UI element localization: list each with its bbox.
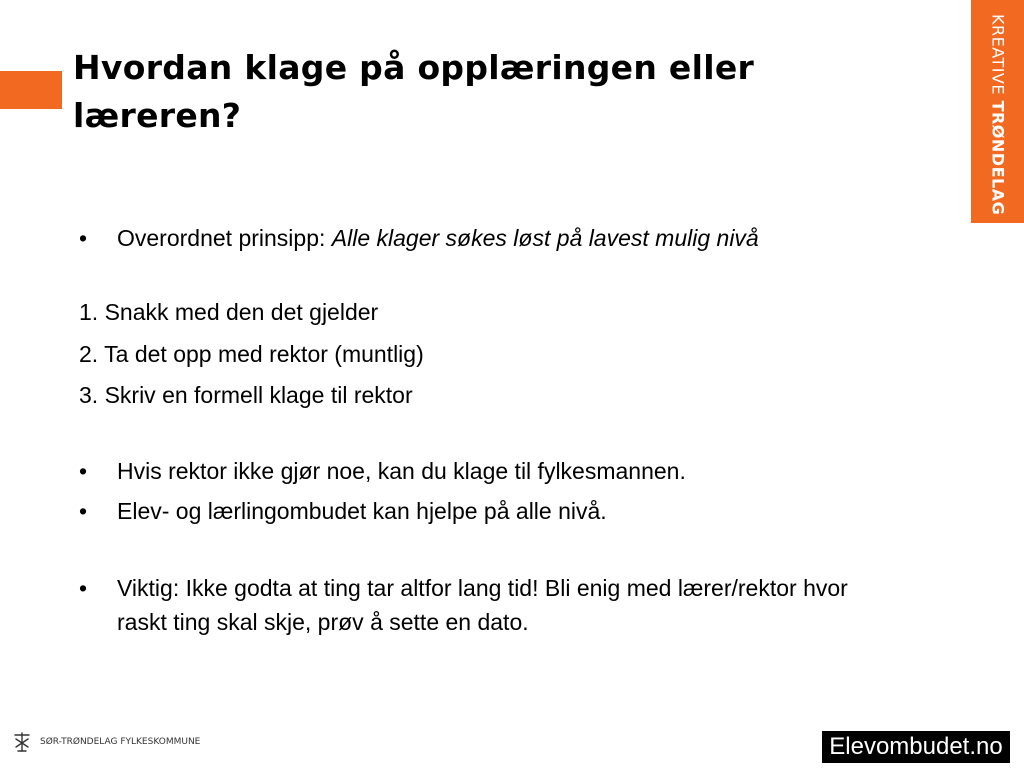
bullet-item	[79, 497, 877, 525]
step-item: 2. Ta det opp med rektor (muntlig)	[79, 341, 424, 367]
bullet-mark: •	[79, 458, 88, 484]
bullet-item	[79, 457, 877, 485]
county-emblem-icon	[12, 731, 32, 753]
brand-light-text: KREATIVE	[988, 14, 1008, 95]
bullet-text: Hvis rektor ikke gjør noe, kan du klage til fylkesmannen.	[117, 458, 686, 484]
principle-text	[117, 224, 877, 252]
footer-org-logo	[12, 731, 200, 753]
bullet-item	[79, 571, 857, 639]
brand-logo	[989, 14, 1008, 215]
step-item: 1. Snakk med den det gjelder	[79, 299, 379, 325]
org-name: SØR-TRØNDELAG FYLKESKOMMUNE	[40, 737, 201, 747]
bullet-text: Elev- og lærlingombudet kan hjelpe på alle nivå.	[117, 498, 607, 524]
brand-bold-text: TRØNDELAG	[988, 100, 1008, 216]
site-badge: Elevombudet.no	[822, 731, 1010, 763]
principle-emphasis: Alle klager søkes løst på lavest mulig nivå	[331, 225, 759, 251]
bullet-text: Viktig: Ikke godta at ting tar altfor lang tid! Bli enig med lærer/rektor hvor raskt ting skal skje, prøv å sette en dato.	[117, 575, 848, 635]
bullet-mark: •	[79, 225, 88, 251]
slide-title: Hvordan klage på opplæringen eller læreren?	[73, 48, 755, 135]
step-item: 3. Skriv en formell klage til rektor	[79, 382, 413, 408]
brand-tab	[971, 0, 1024, 223]
accent-bar	[0, 71, 62, 109]
bullet-mark: •	[79, 575, 88, 601]
principle-prefix: Overordnet prinsipp:	[117, 225, 332, 251]
bullet-mark: •	[79, 498, 88, 524]
bullet-principle	[79, 224, 877, 252]
